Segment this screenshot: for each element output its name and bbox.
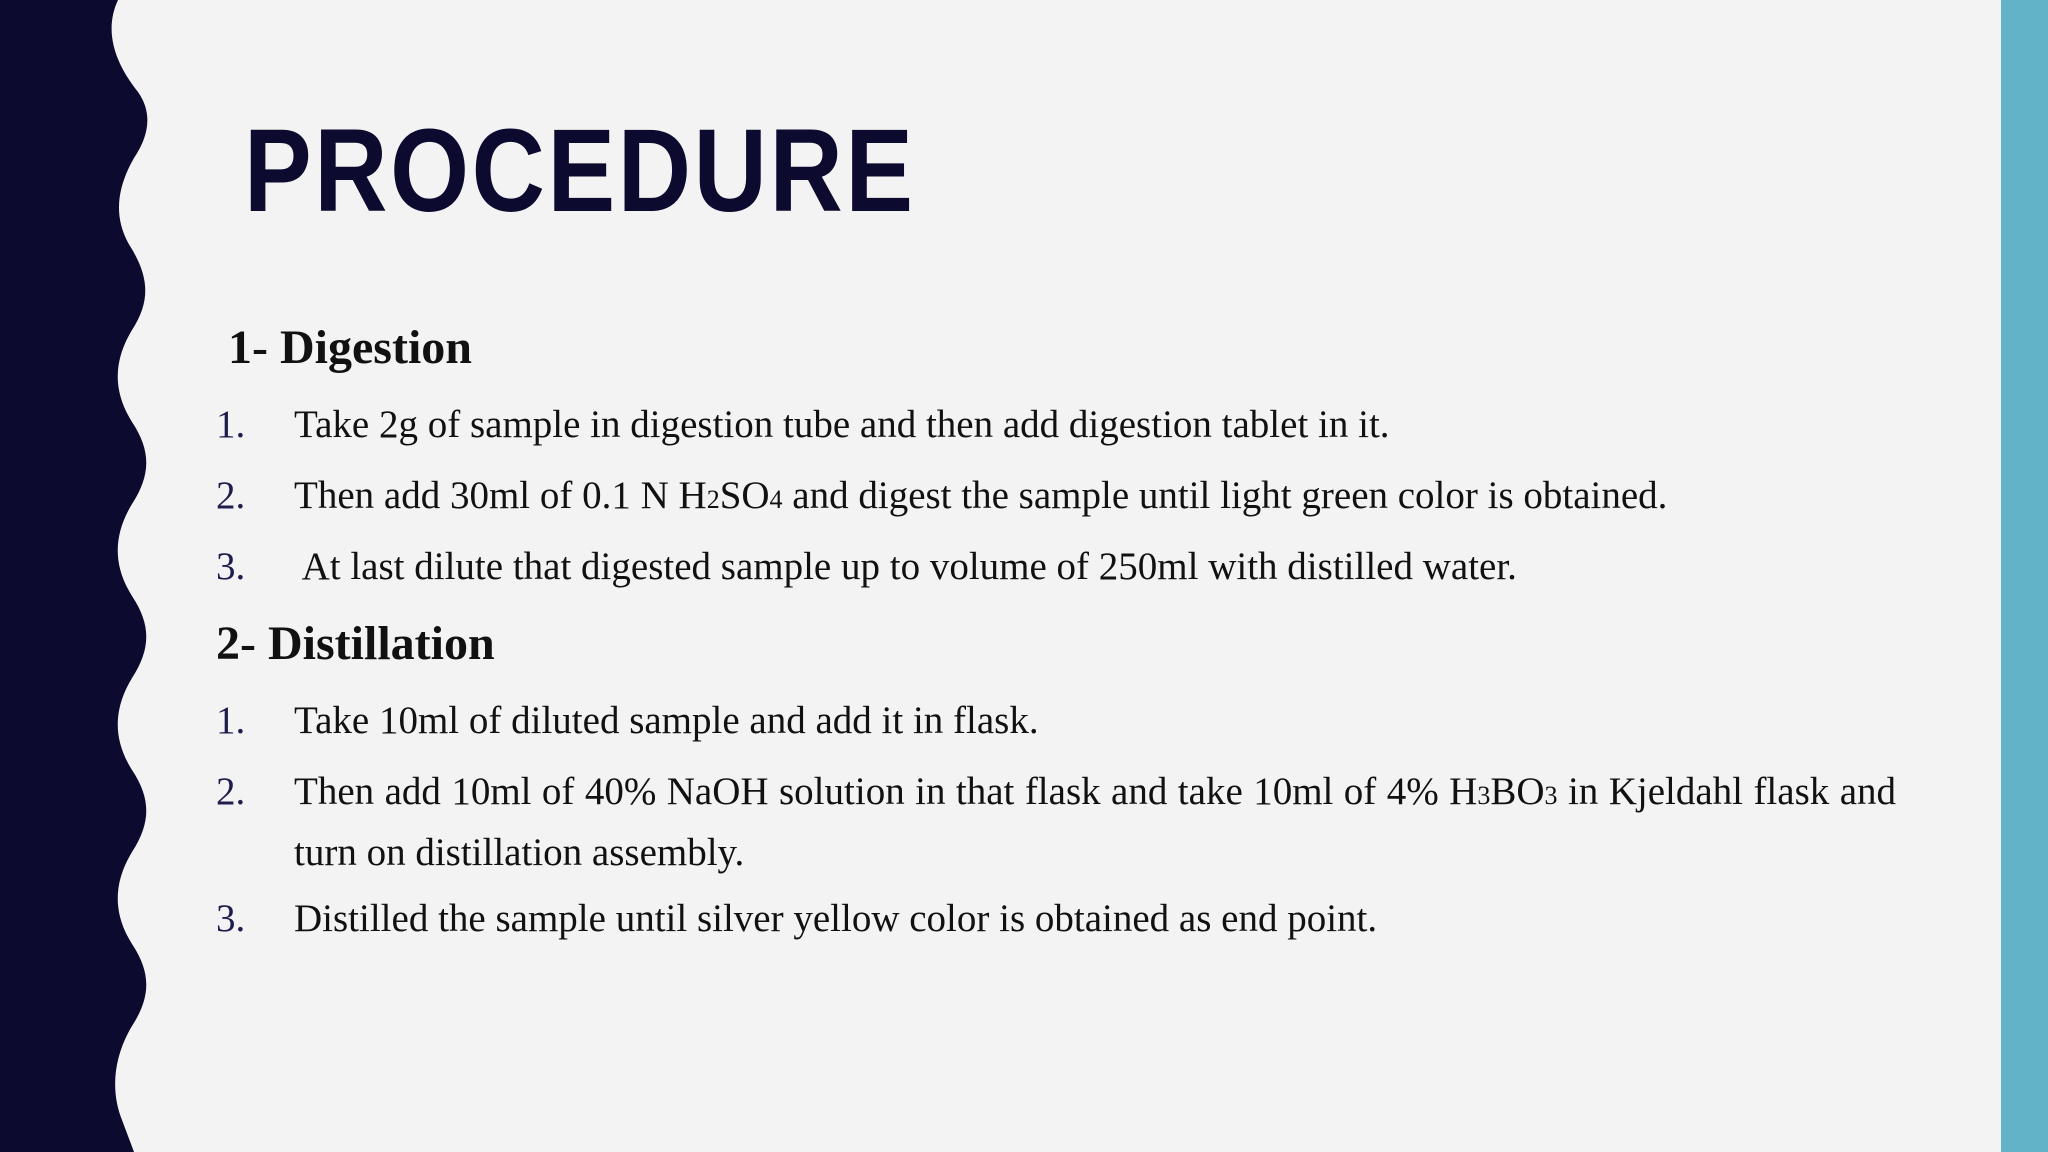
list-item-text: Take 2g of sample in digestion tube and then add digestion tablet in it. bbox=[294, 403, 1390, 446]
list-item-text: Then add 10ml of 40% NaOH solution in that flask and take 10ml of 4% H3BO3 in Kjeldahl flask and turn on distillation assembly. bbox=[294, 770, 1897, 874]
list-item bbox=[216, 467, 1896, 528]
accent-side-bar bbox=[2001, 0, 2048, 1152]
wave-border-decoration bbox=[0, 0, 160, 1152]
list-item-number: 2. bbox=[216, 770, 246, 813]
list-item bbox=[216, 538, 1896, 595]
list-item-text: Then add 30ml of 0.1 N H2SO4 and digest the sample until light green color is obtained. bbox=[294, 474, 1668, 517]
list-item bbox=[216, 763, 1896, 881]
list-item-text: Distilled the sample until silver yellow color is obtained as end point. bbox=[294, 897, 1378, 940]
slide-title: PROCEDURE bbox=[244, 105, 916, 237]
section-heading-distillation: 2- Distillation bbox=[216, 617, 495, 670]
list-item-number: 1. bbox=[216, 403, 246, 446]
list-item bbox=[216, 396, 1896, 453]
list-item-text: At last dilute that digested sample up to volume of 250ml with distilled water. bbox=[294, 545, 1517, 588]
list-item-number: 3. bbox=[216, 545, 246, 588]
list-item-number: 2. bbox=[216, 474, 246, 517]
list-item-number: 1. bbox=[216, 699, 246, 742]
list-item-number: 3. bbox=[216, 897, 246, 940]
list-item bbox=[216, 692, 1896, 749]
section-heading-digestion: 1- Digestion bbox=[228, 321, 472, 374]
list-item bbox=[216, 890, 1896, 947]
list-item-text: Take 10ml of diluted sample and add it in flask. bbox=[294, 699, 1039, 742]
